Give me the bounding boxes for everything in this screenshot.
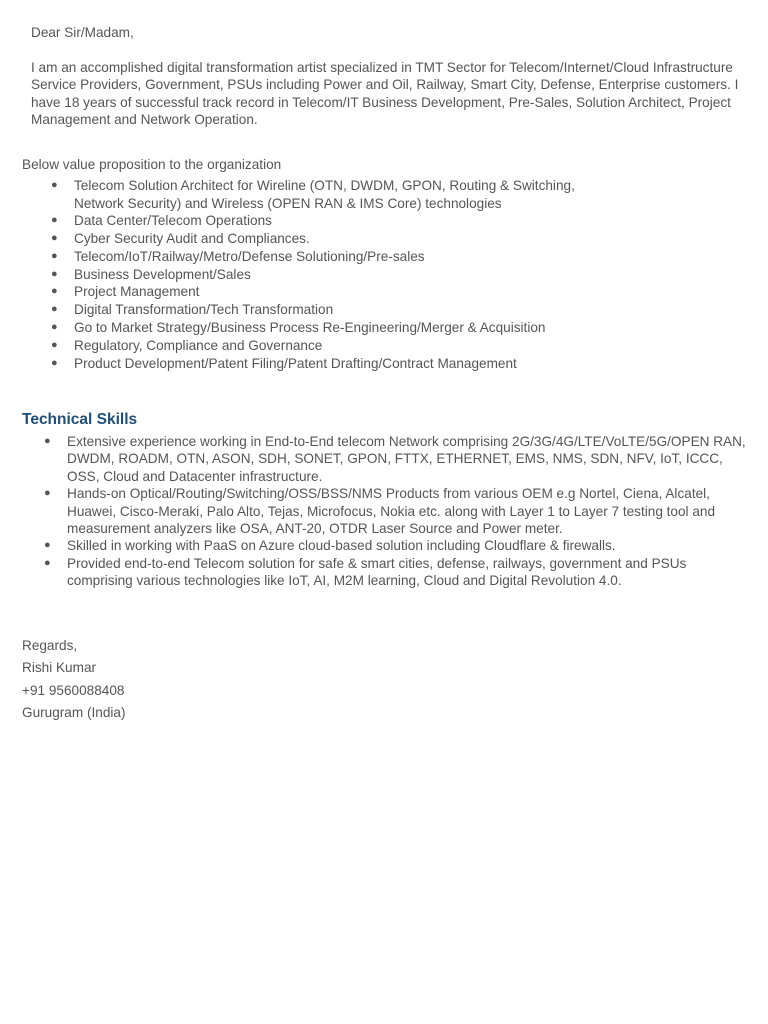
list-item <box>0 555 752 590</box>
list-item <box>0 212 700 230</box>
bullet-icon: ● <box>51 179 58 191</box>
bullet-icon: ● <box>51 338 58 351</box>
list-item-text: Product Development/Patent Filing/Patent Drafting/Contract Management <box>74 355 517 371</box>
bullet-icon: ● <box>51 232 58 245</box>
value-proposition-list <box>0 177 700 372</box>
list-item-text: Provided end-to-end Telecom solution for safe & smart cities, defense, railways, government and PSUs comprising various technologies like IoT, AI, M2M learning, Cloud and Digital Revolution 4.0. <box>67 555 687 589</box>
sender-location: Gurugram (India) <box>22 705 126 721</box>
list-item-text: Telecom/IoT/Railway/Metro/Defense Solutioning/Pre-sales <box>74 248 425 264</box>
list-item-text-continued: Network Security) and Wireless (OPEN RAN & IMS Core) technologies <box>74 195 502 211</box>
list-item-text: Business Development/Sales <box>74 266 251 282</box>
list-item-text: Cyber Security Audit and Compliances. <box>74 231 310 247</box>
bullet-icon: ● <box>44 556 51 569</box>
list-item-text: Telecom Solution Architect for Wireline (OTN, DWDM, GPON, Routing & Switching, <box>74 178 575 193</box>
greeting: Dear Sir/Madam, <box>31 25 134 40</box>
bullet-icon: ● <box>51 267 58 280</box>
list-item-text: Project Management <box>74 284 200 300</box>
list-item-text: Extensive experience working in End-to-End telecom Network comprising 2G/3G/4G/LTE/VoLTE/5G/OPEN RAN, DWDM, ROADM, OTN, ASON, SDH, SONET, GPON, FTTX, ETHERNET, EMS, NMS, SDN, NFV, IoT, ICCC, OSS, Cloud and Datacenter infrastructure. <box>67 434 746 484</box>
intro-paragraph: I am an accomplished digital transformation artist specialized in TMT Sector for Telecom/Internet/Cloud Infrastructure Service Providers, Government, PSUs including Power and Oil, Railway, Smart City, Defense, Enterprise customers. I have 18 years of successful track record in Telecom/IT Business Development, Pre-Sales, Solution Architect, Project Management and Network Operation. <box>31 60 739 127</box>
list-item-text: Regulatory, Compliance and Governance <box>74 337 323 353</box>
list-item-text: Skilled in working with PaaS on Azure cloud-based solution including Cloudflare & firewalls. <box>67 538 616 554</box>
bullet-icon: ● <box>51 214 58 227</box>
value-proposition-heading: Below value proposition to the organization <box>22 157 282 172</box>
bullet-icon: ● <box>51 249 58 262</box>
list-item <box>0 355 700 373</box>
bullet-icon: ● <box>44 435 51 447</box>
list-item-text: Digital Transformation/Tech Transformation <box>74 302 334 318</box>
bullet-icon: ● <box>44 539 51 552</box>
list-item <box>0 337 700 355</box>
list-item <box>0 537 752 554</box>
bullet-icon: ● <box>51 356 58 369</box>
technical-skills-heading: Technical Skills <box>22 411 138 428</box>
list-item <box>0 283 700 301</box>
bullet-icon: ● <box>51 285 58 298</box>
list-item <box>0 319 700 337</box>
bullet-icon: ● <box>44 487 51 500</box>
list-item <box>0 266 700 284</box>
list-item <box>0 485 752 537</box>
regards-text: Regards, <box>22 638 78 653</box>
sender-name: Rishi Kumar <box>22 660 97 676</box>
signoff-block <box>22 635 126 725</box>
list-item-text: Data Center/Telecom Operations <box>74 213 272 229</box>
bullet-icon: ● <box>51 321 58 334</box>
list-item <box>0 177 700 212</box>
list-item <box>0 301 700 319</box>
technical-skills-list <box>0 433 752 590</box>
list-item <box>0 230 700 248</box>
list-item <box>0 433 752 485</box>
bullet-icon: ● <box>51 303 58 316</box>
sender-phone: +91 9560088408 <box>22 682 125 698</box>
list-item-text: Go to Market Strategy/Business Process Re-Engineering/Merger & Acquisition <box>74 320 546 336</box>
list-item-text: Hands-on Optical/Routing/Switching/OSS/BSS/NMS Products from various OEM e.g Nortel, Ciena, Alcatel, Huawei, Cisco-Meraki, Palo Alto, Tejas, Microfocus, Nokia etc. along with Layer 1 to Layer 7 testing tool and measurement analyzers like OSA, ANT-20, OTDR Laser Source and Power meter. <box>67 486 716 537</box>
list-item <box>0 248 700 266</box>
